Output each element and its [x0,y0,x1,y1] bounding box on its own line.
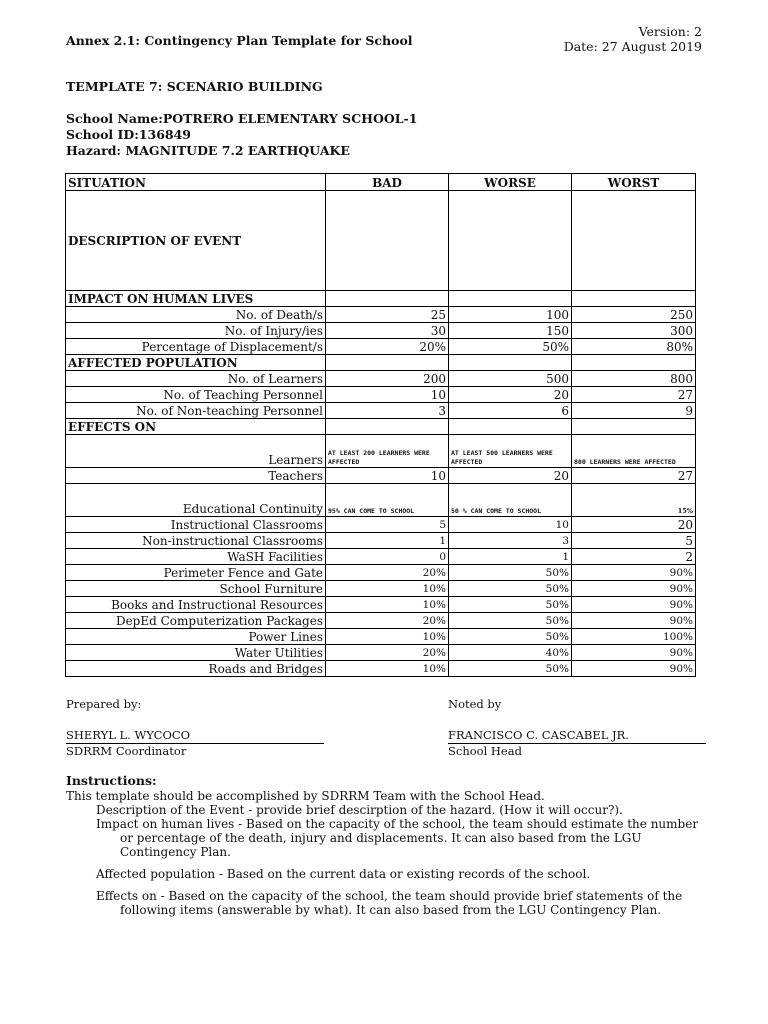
cell-worse: 40% [449,645,572,661]
row-label: Educational Continuity [66,484,326,517]
instruction-item: Effects on - Based on the capacity of the school, the team should provide brief statements of the following items (answerable by what). It can also based from the LGU Contingency Plan. [96,889,683,917]
prepared-role: SDRRM Coordinator [66,744,187,758]
cell-bad: 200 [326,371,449,387]
description-worse [449,191,572,291]
cell-bad: 10 [326,468,449,484]
cell-note: AT LEAST 500 LEARNERS WERE AFFECTED [451,449,553,466]
row-label: No. of Death/s [66,307,326,323]
section-affected: AFFECTED POPULATION [66,355,326,371]
row-label: Perimeter Fence and Gate [66,565,326,581]
table-row [66,533,696,549]
cell-bad [326,484,449,517]
table-row [66,371,696,387]
cell-worse: 50% [449,581,572,597]
cell-worst: 27 [572,468,696,484]
cell-bad: 5 [326,517,449,533]
cell-worse: 50% [449,597,572,613]
instructions [66,774,706,917]
table-row [66,565,696,581]
header-worse: WORSE [449,174,572,191]
annex-title: Annex 2.1: Contingency Plan Template for School [66,33,413,48]
cell-bad: 10 [326,387,449,403]
school-id: School ID:136849 [66,127,191,142]
header-situation: SITUATION [66,174,326,191]
cell-worse: 50% [449,565,572,581]
cell-bad [326,435,449,468]
school-name: School Name:POTRERO ELEMENTARY SCHOOL-1 [66,111,418,126]
row-label: Water Utilities [66,645,326,661]
hazard: Hazard: MAGNITUDE 7.2 EARTHQUAKE [66,143,350,158]
template-title: TEMPLATE 7: SCENARIO BUILDING [66,79,323,94]
noted-role: School Head [448,744,522,758]
section-row [66,291,696,307]
cell-worst: 90% [572,645,696,661]
prepared-name: SHERYL L. WYCOCO [66,728,324,744]
version-block [564,24,702,54]
cell-worse: 50% [449,613,572,629]
cell-worst: 800 [572,371,696,387]
instruction-item: Affected population - Based on the current data or existing records of the school. [96,867,591,881]
date-text: Date: 27 August 2019 [563,39,702,54]
instructions-title: Instructions: [66,773,157,788]
cell-worst: 300 [572,323,696,339]
table-row [66,629,696,645]
instruction-item: Description of the Event - provide brief descirption of the hazard. (How it will occur?). [96,803,623,817]
row-label: WaSH Facilities [66,549,326,565]
section-effects: EFFECTS ON [66,419,326,435]
instructions-intro: This template should be accomplished by SDRRM Team with the School Head. [66,789,545,803]
cell-bad: 3 [326,403,449,419]
cell-bad: 0 [326,549,449,565]
cell-note: 800 LEARNERS WERE AFFECTED [574,458,676,466]
cell-bad: 30 [326,323,449,339]
prepared-by-label: Prepared by: [66,697,142,711]
description-row [66,191,696,291]
cell-bad: 10% [326,597,449,613]
noted-by-label: Noted by [448,697,502,711]
row-label: No. of Teaching Personnel [66,387,326,403]
cell-note: 95% CAN COME TO SCHOOL [328,507,415,515]
table-row [66,484,696,517]
row-label: No. of Injury/ies [66,323,326,339]
cell-worse: 500 [449,371,572,387]
table-row [66,387,696,403]
table-row [66,517,696,533]
cell-worse: 1 [449,549,572,565]
description-label: DESCRIPTION OF EVENT [66,191,326,291]
row-label: No. of Learners [66,371,326,387]
cell-bad: 20% [326,339,449,355]
cell-worst: 5 [572,533,696,549]
cell-bad: 25 [326,307,449,323]
table-row [66,435,696,468]
cell-note: 50 % CAN COME TO SCHOOL [451,507,542,515]
cell-worst: 27 [572,387,696,403]
instruction-item: Impact on human lives - Based on the capacity of the school, the team should estimate the number or percentage of the death, injury and displacements. It can also based from the LGU Contingency Plan. [96,817,699,859]
row-label: School Furniture [66,581,326,597]
cell-bad: 10% [326,661,449,677]
row-label: Percentage of Displacement/s [66,339,326,355]
cell-worse: 50% [449,339,572,355]
cell-worst: 80% [572,339,696,355]
school-info [66,111,417,159]
cell-note: AT LEAST 200 LEARNERS WERE AFFECTED [328,449,430,466]
header-worst: WORST [572,174,696,191]
header-bad: BAD [326,174,449,191]
table-row [66,307,696,323]
version-text: Version: 2 [638,24,702,39]
row-label: Learners [66,435,326,468]
cell-worse: 20 [449,387,572,403]
table-row [66,549,696,565]
cell-worst: 90% [572,565,696,581]
section-row [66,355,696,371]
cell-worst: 90% [572,661,696,677]
row-label: DepEd Computerization Packages [66,613,326,629]
cell-worse: 50% [449,661,572,677]
row-label: Power Lines [66,629,326,645]
cell-worse: 20 [449,468,572,484]
table-header-row [66,174,696,191]
row-label: Instructional Classrooms [66,517,326,533]
table-row [66,597,696,613]
cell-bad: 20% [326,645,449,661]
cell-worst: 90% [572,613,696,629]
row-label: Books and Instructional Resources [66,597,326,613]
table-row [66,403,696,419]
cell-worse [449,484,572,517]
cell-worst [572,484,696,517]
scenario-table [65,173,696,677]
cell-note: 15% [677,507,693,515]
cell-worst: 9 [572,403,696,419]
description-bad [326,191,449,291]
cell-worse: 10 [449,517,572,533]
cell-worse [449,435,572,468]
row-label: Non-instructional Classrooms [66,533,326,549]
cell-worse: 6 [449,403,572,419]
cell-bad: 1 [326,533,449,549]
section-row [66,419,696,435]
table-row [66,468,696,484]
cell-worst: 90% [572,581,696,597]
section-impact: IMPACT ON HUMAN LIVES [66,291,326,307]
cell-worst [572,435,696,468]
cell-bad: 10% [326,581,449,597]
table-row [66,339,696,355]
cell-worse: 100 [449,307,572,323]
cell-worse: 150 [449,323,572,339]
table-row [66,613,696,629]
cell-worse: 50% [449,629,572,645]
row-label: No. of Non-teaching Personnel [66,403,326,419]
table-row [66,581,696,597]
cell-bad: 10% [326,629,449,645]
table-row [66,323,696,339]
cell-worst: 100% [572,629,696,645]
row-label: Teachers [66,468,326,484]
cell-worse: 3 [449,533,572,549]
cell-worst: 2 [572,549,696,565]
table-row [66,661,696,677]
cell-worst: 250 [572,307,696,323]
cell-bad: 20% [326,613,449,629]
cell-worst: 90% [572,597,696,613]
cell-worst: 20 [572,517,696,533]
description-worst [572,191,696,291]
row-label: Roads and Bridges [66,661,326,677]
cell-bad: 20% [326,565,449,581]
noted-name: FRANCISCO C. CASCABEL JR. [448,728,706,744]
table-row [66,645,696,661]
